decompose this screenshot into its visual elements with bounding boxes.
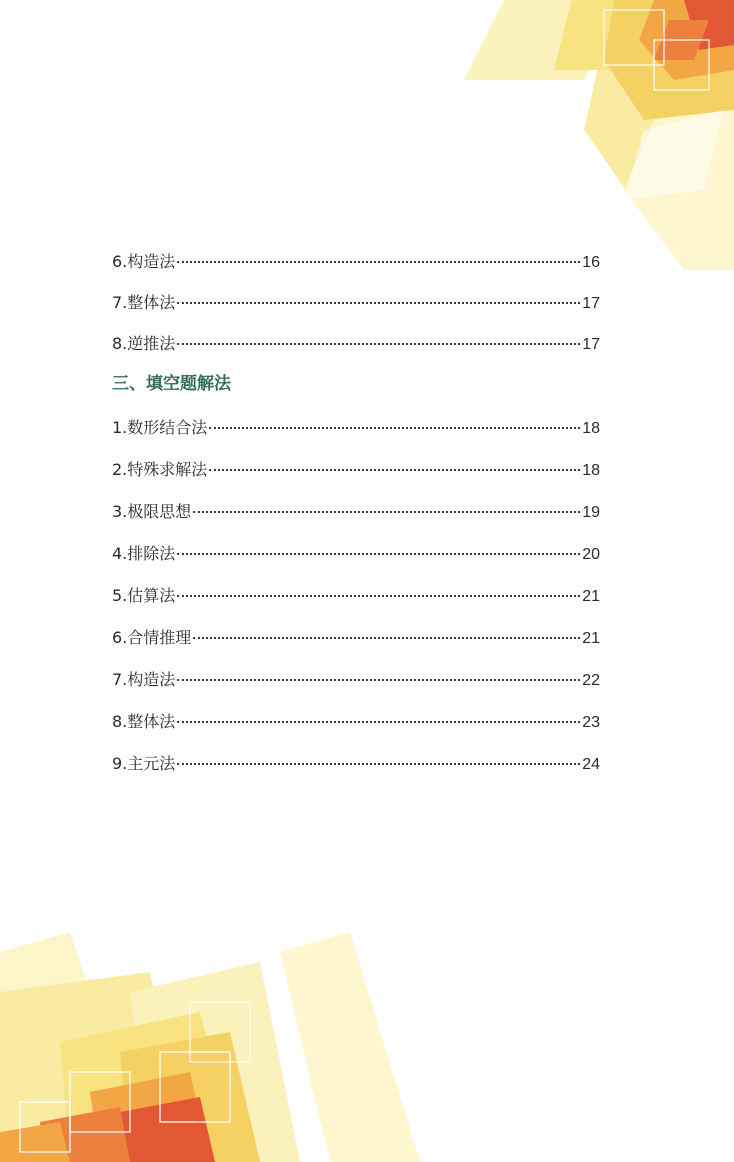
toc-entry-page: 16 [582, 254, 600, 271]
dot-leader [177, 553, 580, 555]
toc-entry-label: 4.排除法 [112, 544, 176, 563]
toc-entry-label: 8.整体法 [112, 712, 176, 731]
toc-entry-label: 8.逆推法 [112, 334, 176, 353]
toc-entry[interactable] [112, 293, 600, 314]
toc-entry-page: 21 [582, 630, 600, 647]
toc-entry-label: 5.估算法 [112, 586, 176, 605]
toc-entry-page: 18 [582, 462, 600, 479]
toc-entry-page: 17 [582, 295, 600, 312]
toc-entry-label: 7.构造法 [112, 670, 176, 689]
dot-leader [177, 721, 580, 723]
toc-entry-label: 1.数形结合法 [112, 418, 208, 437]
toc-entry-label: 6.构造法 [112, 252, 176, 271]
toc-entry[interactable] [112, 712, 600, 733]
dot-leader [177, 763, 580, 765]
toc-entry-label: 7.整体法 [112, 293, 176, 312]
corner-decoration-top [454, 0, 734, 270]
toc-entry[interactable] [112, 544, 600, 565]
toc-entry-page: 17 [582, 336, 600, 353]
toc-entry[interactable] [112, 252, 600, 273]
toc-entry[interactable] [112, 502, 600, 523]
toc-entry[interactable] [112, 754, 600, 775]
dot-leader [193, 511, 580, 513]
dot-leader [177, 302, 580, 304]
toc-entry-label: 9.主元法 [112, 754, 176, 773]
dot-leader [177, 679, 580, 681]
dot-leader [209, 469, 580, 471]
toc-entry-label: 2.特殊求解法 [112, 460, 208, 479]
toc-entry-label: 6.合情推理 [112, 628, 192, 647]
dot-leader [177, 343, 580, 345]
dot-leader [193, 637, 580, 639]
toc-entry-page: 22 [582, 672, 600, 689]
toc-entry[interactable] [112, 628, 600, 649]
toc-entry-page: 18 [582, 420, 600, 437]
toc-entry-page: 21 [582, 588, 600, 605]
toc-entry[interactable] [112, 418, 600, 439]
toc-entry-label: 3.极限思想 [112, 502, 192, 521]
toc-entry[interactable] [112, 460, 600, 481]
toc-entry-page: 20 [582, 546, 600, 563]
toc-entry-page: 24 [582, 756, 600, 773]
toc-entry[interactable] [112, 670, 600, 691]
corner-decoration-bottom [0, 932, 430, 1162]
toc-entry-page: 23 [582, 714, 600, 731]
dot-leader [177, 595, 580, 597]
toc-entry[interactable] [112, 334, 600, 355]
dot-leader [177, 261, 580, 263]
toc-entry[interactable] [112, 586, 600, 607]
toc-entry-page: 19 [582, 504, 600, 521]
dot-leader [209, 427, 580, 429]
section-heading: 三、填空题解法 [112, 374, 231, 394]
